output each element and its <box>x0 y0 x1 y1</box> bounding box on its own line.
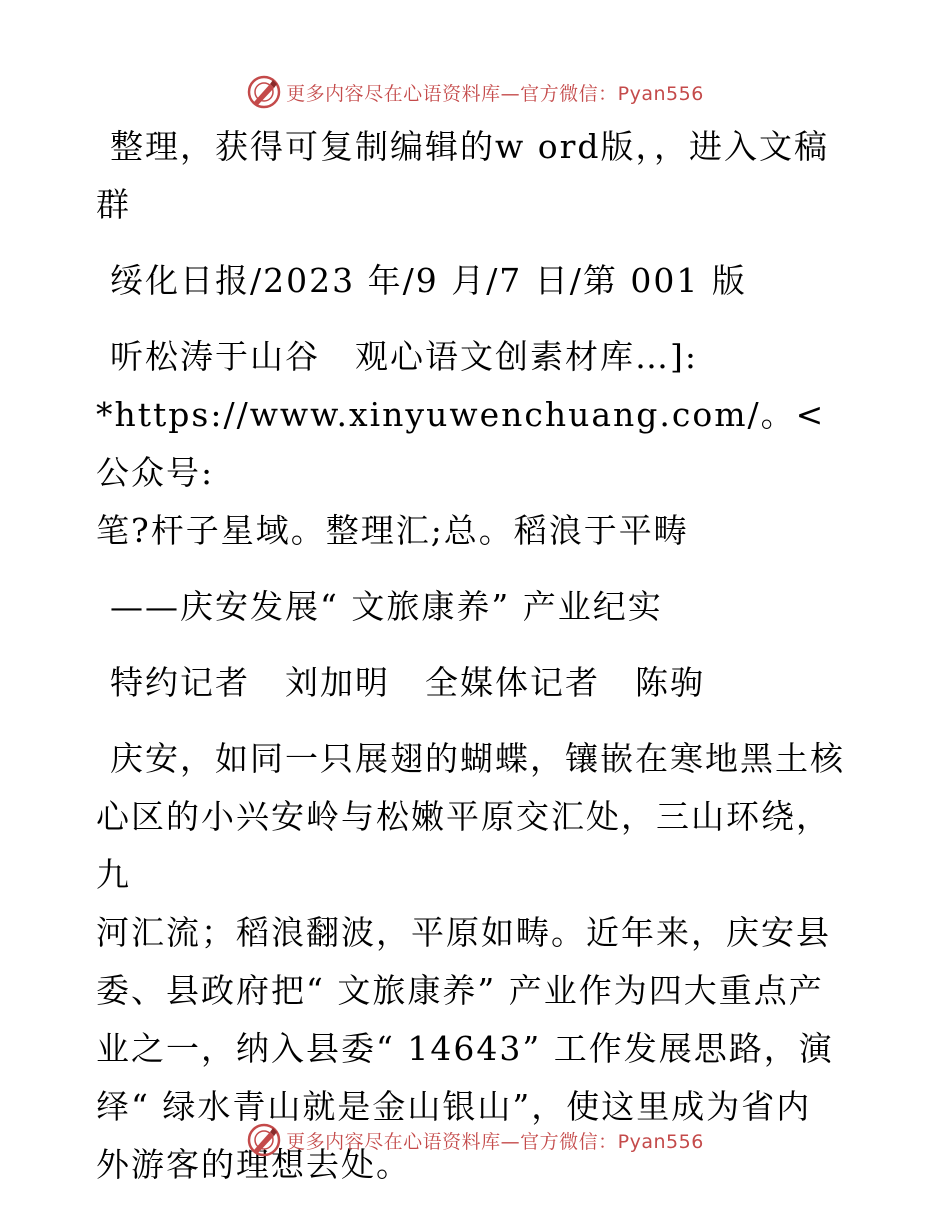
title-line-3: 笔?杆子星域。整理汇;总。稻浪于平畴 <box>96 511 689 550</box>
header-banner <box>0 72 950 112</box>
pen-logo-icon <box>246 74 282 110</box>
body-line: 业之一，纳入县委“ 14643” 工作发展思路，演 <box>96 1029 834 1068</box>
intro-line-1: 整理，获得可复制编辑的w ord版，，进入文稿 <box>110 127 830 166</box>
banner-text: 更多内容尽在心语资料库—官方微信：Pyan556 <box>286 82 704 105</box>
body-line: 庆安，如同一只展翅的蝴蝶，镶嵌在寒地黑土核 <box>110 739 845 778</box>
body-line: 河汇流；稻浪翻波，平原如畴。近年来，庆安县 <box>96 913 831 952</box>
title-line-1: 听松涛于山谷 观心语文创素材库…]: <box>110 337 698 376</box>
subtitle: ——庆安发展“ 文旅康养” 产业纪实 <box>110 587 663 626</box>
body-line: 心区的小兴安岭与松嫩平原交汇处，三山环绕，九 <box>96 797 831 894</box>
title-line-2: *https://www.xinyuwenchuang.com/。<公众号: <box>96 395 826 492</box>
footer-banner <box>0 1120 950 1160</box>
byline: 特约记者 刘加明 全媒体记者 陈驹 <box>110 663 705 702</box>
document-body <box>96 118 856 1194</box>
intro-line-2: 群 <box>96 185 131 224</box>
body-line: 委、县政府把“ 文旅康养” 产业作为四大重点产 <box>96 971 824 1010</box>
banner-text: 更多内容尽在心语资料库—官方微信：Pyan556 <box>286 1130 704 1153</box>
pen-logo-icon <box>246 1122 282 1158</box>
body-line: 绎“ 绿水青山就是金山银山”，使这里成为省内 <box>96 1087 812 1126</box>
dateline: 绥化日报/2023 年/9 月/7 日/第 001 版 <box>110 261 747 300</box>
body-line: 外游客的理想去处。 <box>96 1145 411 1184</box>
